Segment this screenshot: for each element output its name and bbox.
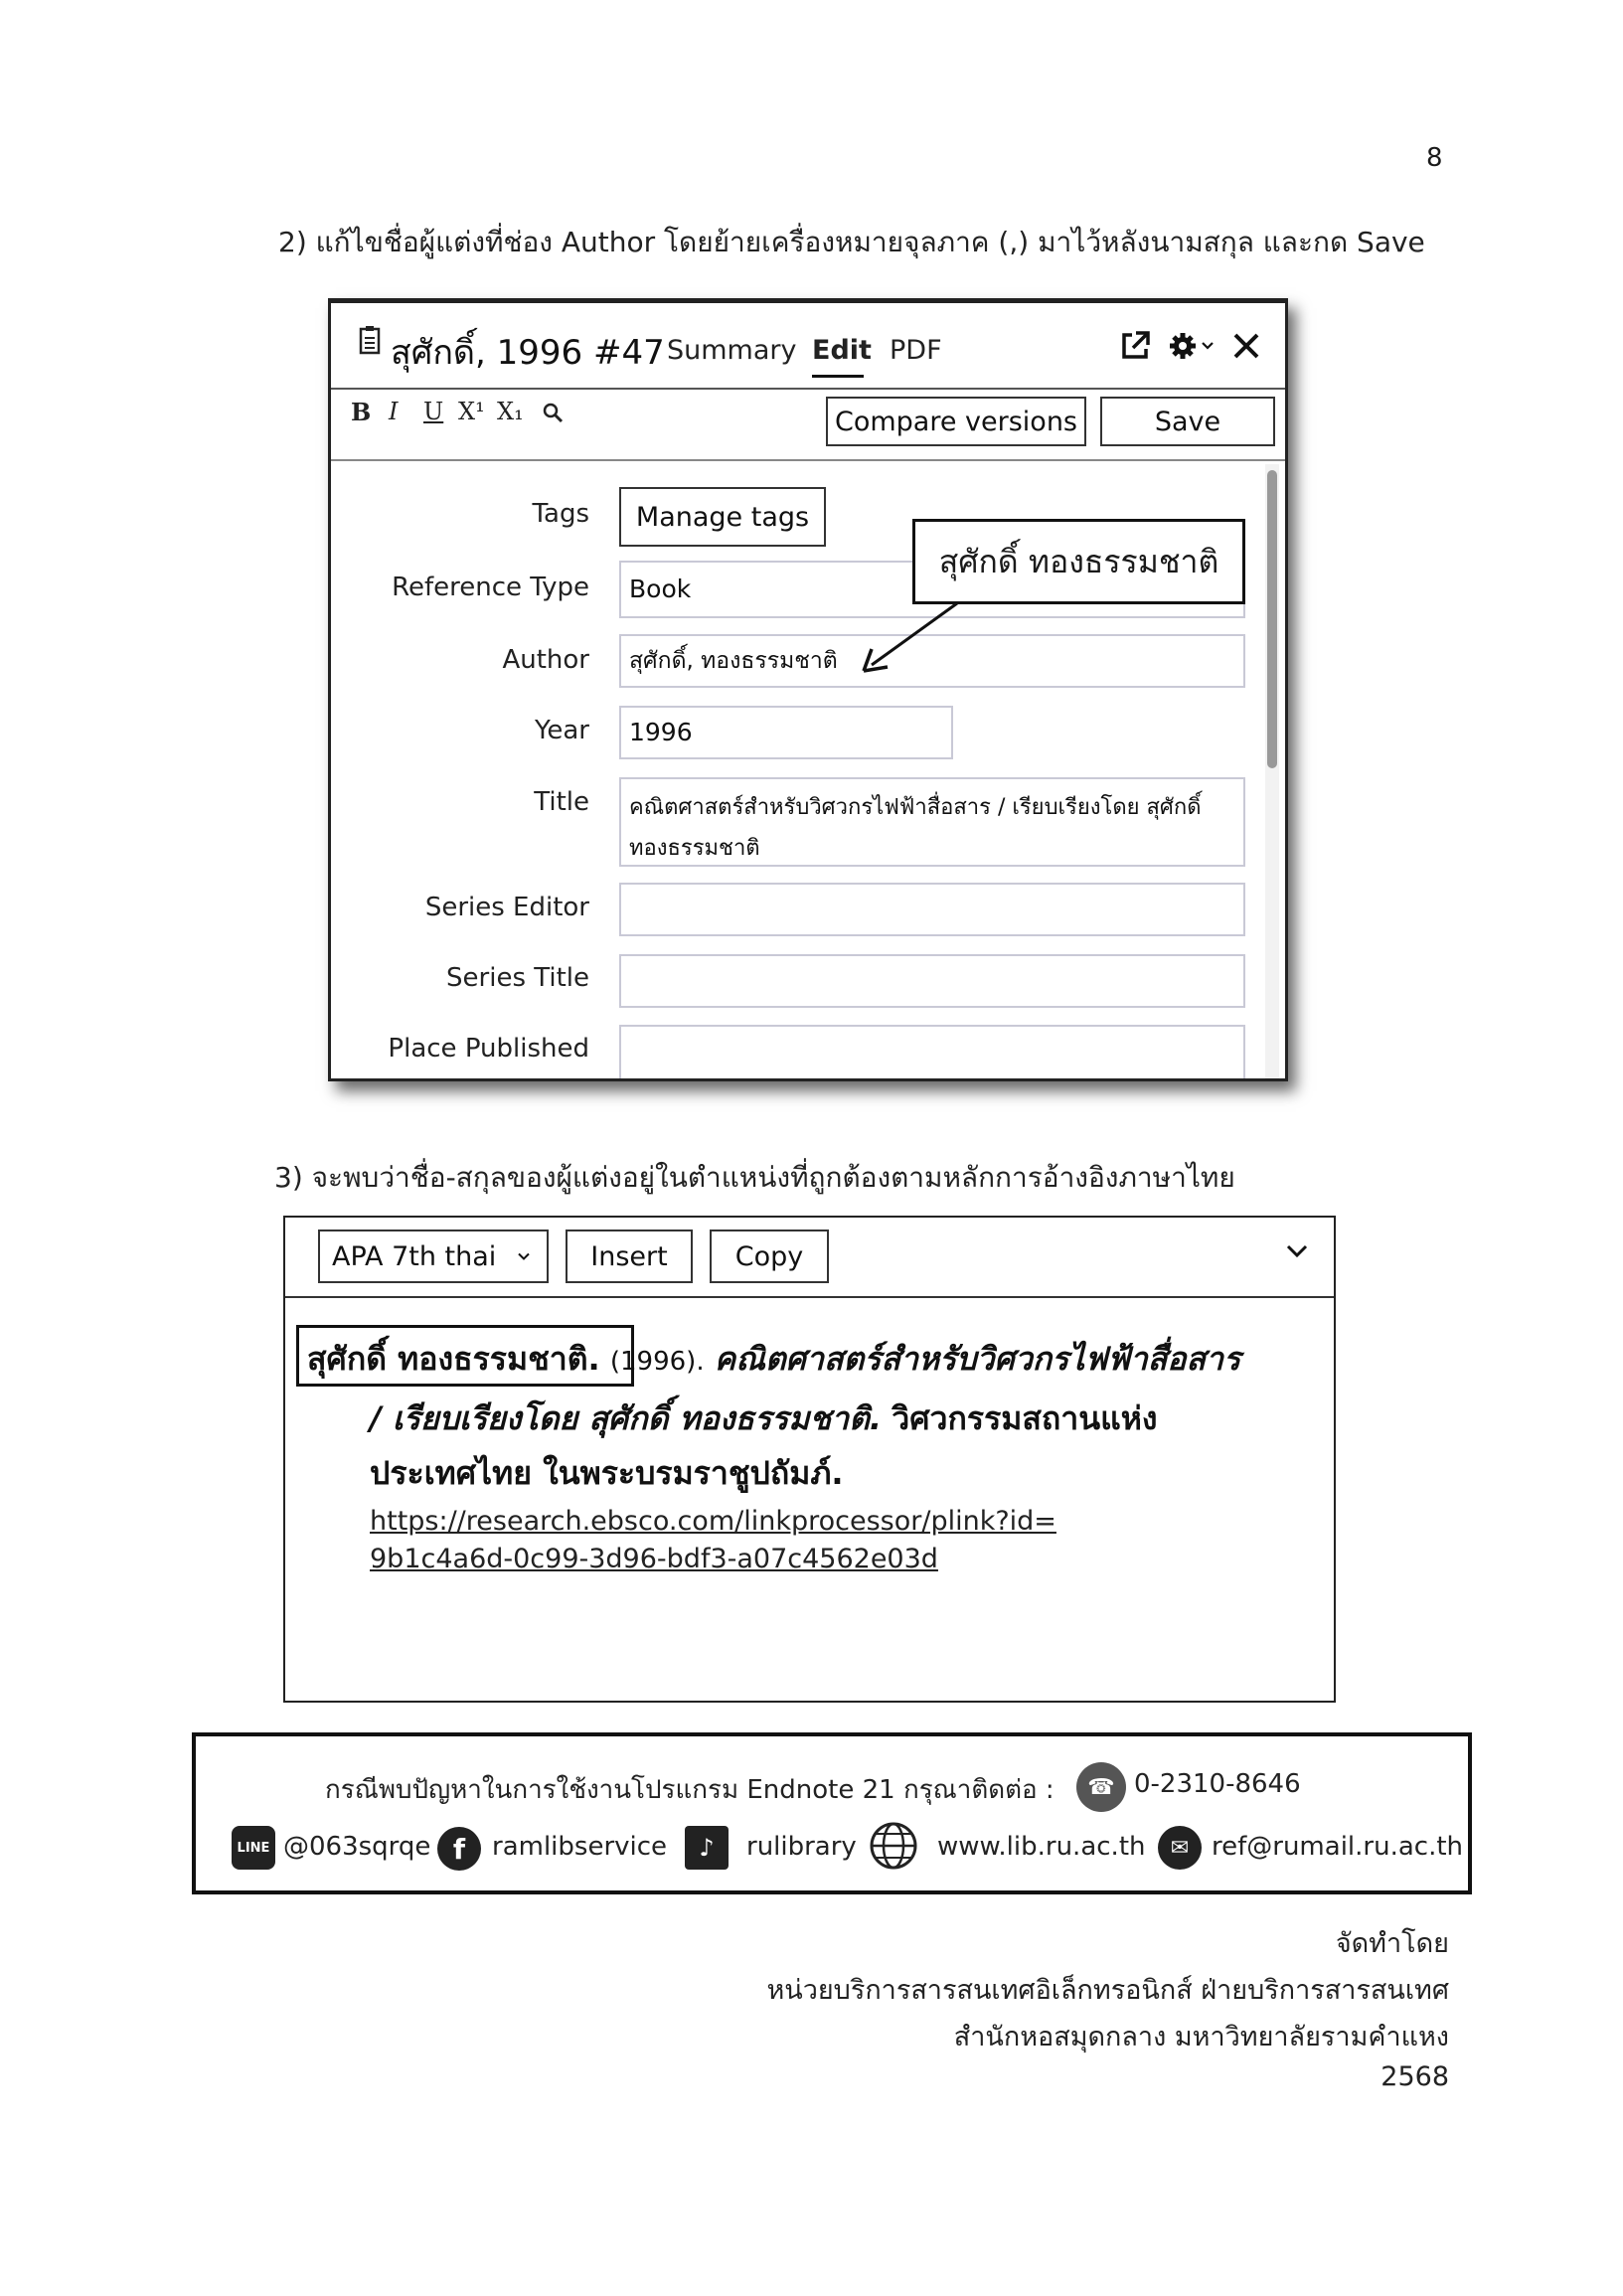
citation-divider <box>285 1296 1334 1298</box>
citation-line-2 <box>370 1394 1157 1444</box>
open-external-icon[interactable] <box>1118 329 1152 363</box>
contact-box <box>192 1732 1472 1894</box>
compare-versions-button[interactable]: Compare versions <box>826 397 1086 446</box>
year-label: Year <box>534 716 589 745</box>
contact-email: ref@rumail.ru.ac.th <box>1212 1832 1464 1862</box>
citation-title-part-1: คณิตศาสตร์สำหรับวิศวกรไฟฟ้าสื่อสาร <box>714 1340 1241 1378</box>
reference-type-label: Reference Type <box>392 573 589 602</box>
tiktok-icon: ♪ <box>685 1826 729 1870</box>
citation-link-line-2[interactable]: 9b1c4a6d-0c99-3d96-bdf3-a07c4562e03d <box>370 1544 938 1574</box>
citation-style-value: APA 7th thai <box>332 1240 497 1272</box>
line-icon: LINE <box>232 1826 275 1870</box>
author-label: Author <box>502 645 589 675</box>
reference-icon <box>359 325 381 355</box>
reference-type-select[interactable]: Book <box>619 561 1245 618</box>
title-line-1: คณิตศาสตร์สำหรับวิศวกรไฟฟ้าสื่อสาร / เรียบเรียงโดย สุศักดิ์ <box>629 795 1202 820</box>
subscript-button[interactable]: X₁ <box>497 398 524 425</box>
citation-author: สุศักดิ์ ทองธรรมชาติ. <box>307 1340 600 1378</box>
form-divider <box>331 459 1285 461</box>
save-button[interactable]: Save <box>1100 397 1275 446</box>
contact-tiktok: rulibrary <box>746 1832 857 1862</box>
italic-button[interactable]: I <box>389 398 399 425</box>
tags-label: Tags <box>532 499 589 529</box>
copy-button[interactable]: Copy <box>710 1230 829 1283</box>
contact-line-id: @063sqrqe <box>283 1832 431 1862</box>
underline-button[interactable]: U <box>423 398 444 425</box>
place-published-field[interactable] <box>619 1025 1245 1081</box>
page-number: 8 <box>1426 143 1443 173</box>
facebook-icon: f <box>437 1827 481 1871</box>
tab-summary[interactable]: Summary <box>667 335 797 366</box>
contact-facebook: ramlibservice <box>492 1832 668 1862</box>
help-text: กรณีพบปัญหาในการใช้งานโปรแกรม Endnote 21 กรุณาติดต่อ : <box>325 1775 1055 1805</box>
chevron-down-icon <box>518 1252 530 1261</box>
citation-preview-panel <box>283 1216 1336 1703</box>
chevron-down-icon[interactable] <box>1201 341 1215 351</box>
reference-edit-panel <box>328 298 1288 1081</box>
title-field[interactable] <box>619 777 1245 867</box>
author-callout: สุศักดิ์ ทองธรรมชาติ <box>912 519 1245 604</box>
title-line-2: ทองธรรมชาติ <box>629 836 760 861</box>
credit-unit: หน่วยบริการสารสนเทศอิเล็กทรอนิกส์ ฝ่ายบริการสารสนเทศ <box>766 1975 1449 2006</box>
step-3-instruction: 3) จะพบว่าชื่อ-สกุลของผู้แต่งอยู่ในตำแหน่งที่ถูกต้องตามหลักการอ้างอิงภาษาไทย <box>274 1161 1235 1194</box>
active-tab-indicator <box>812 375 864 378</box>
citation-year: (1996). <box>609 1347 705 1377</box>
search-icon[interactable] <box>542 402 564 423</box>
tab-edit[interactable]: Edit <box>812 335 872 366</box>
citation-publisher-part-2: ประเทศไทย ในพระบรมราชูปถัมภ์. <box>370 1454 844 1492</box>
close-icon[interactable] <box>1231 331 1261 361</box>
step-2-instruction: 2) แก้ไขชื่อผู้แต่งที่ช่อง Author โดยย้ายเครื่องหมายจุลภาค (,) มาไว้หลังนามสกุล และกด Save <box>278 226 1425 258</box>
citation-link-line-1[interactable]: https://research.ebsco.com/linkprocessor/plink?id= <box>370 1506 1056 1537</box>
manage-tags-button[interactable]: Manage tags <box>619 487 826 547</box>
tab-pdf[interactable]: PDF <box>890 335 942 366</box>
title-label: Title <box>534 787 589 817</box>
credit-office: สำนักหอสมุดกลาง มหาวิทยาลัยรามคำแหง <box>953 2022 1449 2052</box>
citation-line-1 <box>307 1334 1240 1385</box>
series-editor-field[interactable] <box>619 883 1245 936</box>
contact-phone: 0-2310-8646 <box>1134 1769 1301 1799</box>
series-title-field[interactable] <box>619 954 1245 1008</box>
toolbar-divider <box>331 388 1285 390</box>
year-field[interactable]: 1996 <box>619 706 953 759</box>
gear-icon[interactable] <box>1168 331 1198 361</box>
chevron-down-icon[interactable] <box>1285 1243 1309 1259</box>
place-published-label: Place Published <box>388 1034 589 1064</box>
contact-website: www.lib.ru.ac.th <box>937 1832 1146 1862</box>
series-editor-label: Series Editor <box>424 893 589 922</box>
author-field[interactable]: สุศักดิ์, ทองธรรมชาติ <box>619 634 1245 688</box>
citation-title-part-2: / เรียบเรียงโดย สุศักดิ์ ทองธรรมชาติ. <box>370 1399 883 1437</box>
insert-button[interactable]: Insert <box>566 1230 693 1283</box>
citation-style-select[interactable] <box>318 1230 549 1283</box>
globe-icon <box>868 1822 923 1874</box>
superscript-button[interactable]: X¹ <box>458 398 485 425</box>
callout-arrow <box>858 597 967 677</box>
phone-icon: ☎ <box>1076 1762 1126 1812</box>
bold-button[interactable]: B <box>351 398 372 426</box>
scrollbar-thumb[interactable] <box>1267 470 1277 768</box>
reference-title: สุศักดิ์, 1996 #47 <box>391 333 665 373</box>
email-icon: ✉ <box>1158 1826 1202 1870</box>
series-title-label: Series Title <box>446 963 589 993</box>
credit-year: 2568 <box>1380 2061 1449 2092</box>
citation-publisher-part-1: วิศวกรรมสถานแห่ง <box>892 1399 1158 1437</box>
credit-prepared-by: จัดทำโดย <box>1335 1928 1449 1959</box>
